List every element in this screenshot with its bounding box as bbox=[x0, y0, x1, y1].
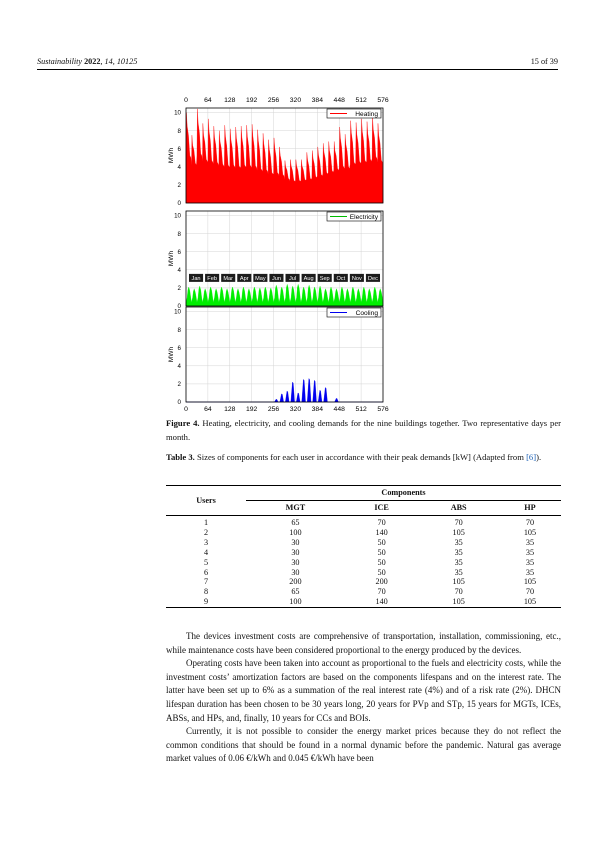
user-cell: 9 bbox=[203, 597, 209, 607]
value-cell: 30 bbox=[291, 537, 300, 547]
figure-label: Figure 4. bbox=[166, 418, 200, 428]
value-cell: 30 bbox=[291, 567, 300, 577]
value-cell: 35 bbox=[525, 557, 535, 567]
month-label: May bbox=[255, 275, 266, 282]
user-cell: 8 bbox=[203, 587, 209, 597]
user-cell: 7 bbox=[203, 577, 209, 587]
x-tick-label-top: 192 bbox=[245, 97, 258, 104]
value-cell: 35 bbox=[454, 547, 463, 557]
table-caption-end: ). bbox=[536, 452, 542, 462]
x-tick-label-top: 384 bbox=[311, 97, 324, 104]
y-tick-label: 0 bbox=[177, 200, 181, 208]
value-cell: 105 bbox=[452, 527, 465, 537]
legend-label: Cooling bbox=[355, 310, 378, 317]
y-tick-label: 2 bbox=[177, 182, 181, 190]
user-cell: 5 bbox=[203, 557, 209, 567]
month-label: Mar bbox=[223, 275, 234, 282]
value-cell: 70 bbox=[377, 587, 386, 597]
table-caption bbox=[166, 451, 561, 465]
y-tick-label: 4 bbox=[177, 164, 181, 172]
x-tick-label-bottom: 64 bbox=[204, 406, 212, 413]
user-cell: 1 bbox=[203, 518, 209, 527]
y-tick-label: 6 bbox=[177, 248, 181, 256]
x-tick-label-bottom: 0 bbox=[184, 406, 188, 413]
value-cell: 35 bbox=[454, 537, 463, 547]
paragraph: The devices investment costs are comprehensive of transportation, installation, commissioning, etc., while maintenance costs have been considered proportional to the energy produced by the devices. bbox=[166, 631, 561, 655]
running-header bbox=[37, 57, 558, 69]
month-label: Apr bbox=[239, 275, 249, 282]
users-header: Users bbox=[166, 486, 246, 516]
panel-heating bbox=[168, 108, 383, 207]
table-row bbox=[166, 538, 561, 548]
table-row bbox=[166, 516, 561, 528]
demand-chart bbox=[162, 93, 398, 413]
table-row bbox=[166, 587, 561, 597]
table-label: Table 3. bbox=[166, 452, 195, 462]
value-cell: 70 bbox=[454, 587, 463, 597]
x-tick-label-top: 576 bbox=[377, 97, 389, 104]
components-header: Components bbox=[246, 486, 561, 501]
article-number: 10125 bbox=[116, 57, 138, 66]
user-cell: 2 bbox=[203, 527, 209, 537]
x-tick-label-bottom: 320 bbox=[289, 406, 302, 413]
y-axis-label: MWh bbox=[168, 346, 175, 363]
month-label: Jan bbox=[191, 275, 201, 282]
y-tick-label: 10 bbox=[174, 109, 181, 117]
y-tick-label: 8 bbox=[177, 127, 181, 135]
y-tick-label: 6 bbox=[177, 145, 181, 153]
plot-area bbox=[186, 307, 383, 402]
month-label: Dec bbox=[367, 275, 378, 282]
value-cell: 35 bbox=[525, 547, 535, 557]
y-tick-label: 8 bbox=[177, 326, 181, 334]
header-rule bbox=[37, 69, 558, 70]
table-row bbox=[166, 568, 561, 578]
citation-link[interactable]: [6] bbox=[526, 452, 537, 462]
value-cell: 100 bbox=[289, 597, 302, 607]
journal-volume: 14 bbox=[104, 57, 113, 66]
journal-name: Sustainability bbox=[37, 57, 83, 66]
x-tick-label-bottom: 576 bbox=[377, 406, 389, 413]
y-tick-label: 2 bbox=[177, 381, 181, 389]
panel-electricity bbox=[168, 211, 383, 310]
figure-caption bbox=[166, 417, 561, 444]
value-cell: 200 bbox=[289, 577, 302, 587]
x-tick-label-top: 320 bbox=[289, 97, 302, 104]
value-cell: 35 bbox=[454, 557, 463, 567]
month-label: Jul bbox=[288, 275, 297, 282]
journal-year: 2022 bbox=[84, 57, 101, 66]
value-cell: 50 bbox=[377, 557, 386, 567]
body-text bbox=[166, 630, 561, 766]
x-tick-label-bottom: 384 bbox=[311, 406, 324, 413]
x-tick-label-bottom: 448 bbox=[333, 406, 345, 413]
user-cell: 3 bbox=[203, 537, 209, 547]
value-cell: 70 bbox=[525, 518, 535, 527]
value-cell: 105 bbox=[523, 527, 537, 537]
y-tick-label: 6 bbox=[177, 344, 181, 352]
value-cell: 50 bbox=[377, 567, 386, 577]
value-cell: 140 bbox=[375, 597, 388, 607]
user-cell: 6 bbox=[203, 567, 209, 577]
value-cell: 35 bbox=[454, 567, 463, 577]
table-row bbox=[166, 597, 561, 607]
col-header-mgt: MGT bbox=[285, 503, 306, 513]
y-tick-label: 4 bbox=[177, 363, 181, 371]
month-label: Nov bbox=[351, 275, 362, 282]
x-tick-label-top: 0 bbox=[184, 97, 188, 104]
panel-cooling bbox=[168, 307, 383, 406]
value-cell: 70 bbox=[377, 518, 386, 527]
value-cell: 105 bbox=[523, 577, 537, 587]
y-tick-label: 10 bbox=[174, 212, 181, 220]
y-tick-label: 0 bbox=[177, 399, 181, 407]
value-cell: 35 bbox=[525, 537, 535, 547]
x-tick-label-bottom: 512 bbox=[355, 406, 367, 413]
component-sizes-table bbox=[166, 485, 561, 608]
y-tick-label: 2 bbox=[177, 285, 181, 293]
value-cell: 50 bbox=[377, 537, 386, 547]
y-tick-label: 4 bbox=[177, 267, 181, 275]
value-cell: 70 bbox=[454, 518, 463, 527]
value-cell: 105 bbox=[452, 577, 465, 587]
x-tick-label-top: 64 bbox=[204, 97, 212, 104]
y-axis-label: MWh bbox=[168, 147, 175, 164]
value-cell: 70 bbox=[525, 587, 535, 597]
month-label: Jun bbox=[271, 275, 281, 282]
value-cell: 105 bbox=[523, 597, 537, 607]
paragraph: Operating costs have been taken into account as proportional to the fuels and electricity costs, while the investment costs’ amortization factors are based on the components lifespans and on the interest rate. The latter have been set up to 6% as a summation of the real interest rate (4%) and of a risk rate (2%). DHCN lifespan duration has been chosen to be 30 years long, 20 years for PVp and STp, 15 years for MGTs, ICEs, ABSs, and HPs, and, finally, 10 years for CCs and BOIs. bbox=[166, 658, 561, 723]
y-tick-label: 8 bbox=[177, 230, 181, 238]
table-row bbox=[166, 548, 561, 558]
month-label: Oct bbox=[336, 275, 346, 282]
value-cell: 30 bbox=[291, 557, 300, 567]
value-cell: 30 bbox=[291, 547, 300, 557]
x-tick-label-bottom: 192 bbox=[245, 406, 258, 413]
value-cell: 65 bbox=[291, 518, 300, 527]
x-tick-label-top: 128 bbox=[224, 97, 236, 104]
y-tick-label: 10 bbox=[174, 308, 181, 316]
x-tick-label-top: 512 bbox=[355, 97, 367, 104]
value-cell: 50 bbox=[377, 547, 386, 557]
x-tick-label-top: 256 bbox=[267, 97, 280, 104]
month-label: Sep bbox=[319, 275, 330, 282]
table-row bbox=[166, 528, 561, 538]
journal-citation: Sustainability 2022, 14, 10125 bbox=[37, 57, 138, 66]
col-header-abs: ABS bbox=[450, 503, 467, 513]
table-caption-text: Sizes of components for each user in accordance with their peak demands [kW] (Adapted from bbox=[196, 452, 527, 462]
table-row bbox=[166, 558, 561, 568]
x-tick-label-bottom: 256 bbox=[267, 406, 280, 413]
user-cell: 4 bbox=[203, 547, 209, 557]
month-label: Aug bbox=[303, 275, 314, 282]
y-axis-label: MWh bbox=[168, 250, 175, 267]
page-number: 15 of 39 bbox=[530, 57, 558, 66]
x-tick-label-bottom: 128 bbox=[224, 406, 236, 413]
y-tick-label: 0 bbox=[177, 303, 181, 311]
col-header-ice: ICE bbox=[374, 503, 389, 513]
table-row bbox=[166, 577, 561, 587]
value-cell: 100 bbox=[289, 527, 302, 537]
value-cell: 140 bbox=[375, 527, 388, 537]
figure-caption-text: Heating, electricity, and cooling demands for the nine buildings together. Two representative days per month. bbox=[166, 418, 562, 442]
value-cell: 105 bbox=[452, 597, 465, 607]
col-header-hp: HP bbox=[524, 503, 536, 513]
table-body bbox=[166, 516, 561, 608]
value-cell: 200 bbox=[375, 577, 388, 587]
legend-label: Electricity bbox=[349, 214, 378, 221]
month-label: Feb bbox=[207, 275, 217, 282]
value-cell: 65 bbox=[291, 587, 300, 597]
paragraph: Currently, it is not possible to consider the energy market prices because they do not reflect the common conditions that should be found in a normal dynamic before the pandemic. Natural gas average market values of 0.06 €/kWh and 0.045 €/kWh have been bbox=[166, 726, 561, 764]
x-tick-label-top: 448 bbox=[333, 97, 345, 104]
legend-label: Heating bbox=[355, 111, 378, 118]
value-cell: 35 bbox=[525, 567, 535, 577]
